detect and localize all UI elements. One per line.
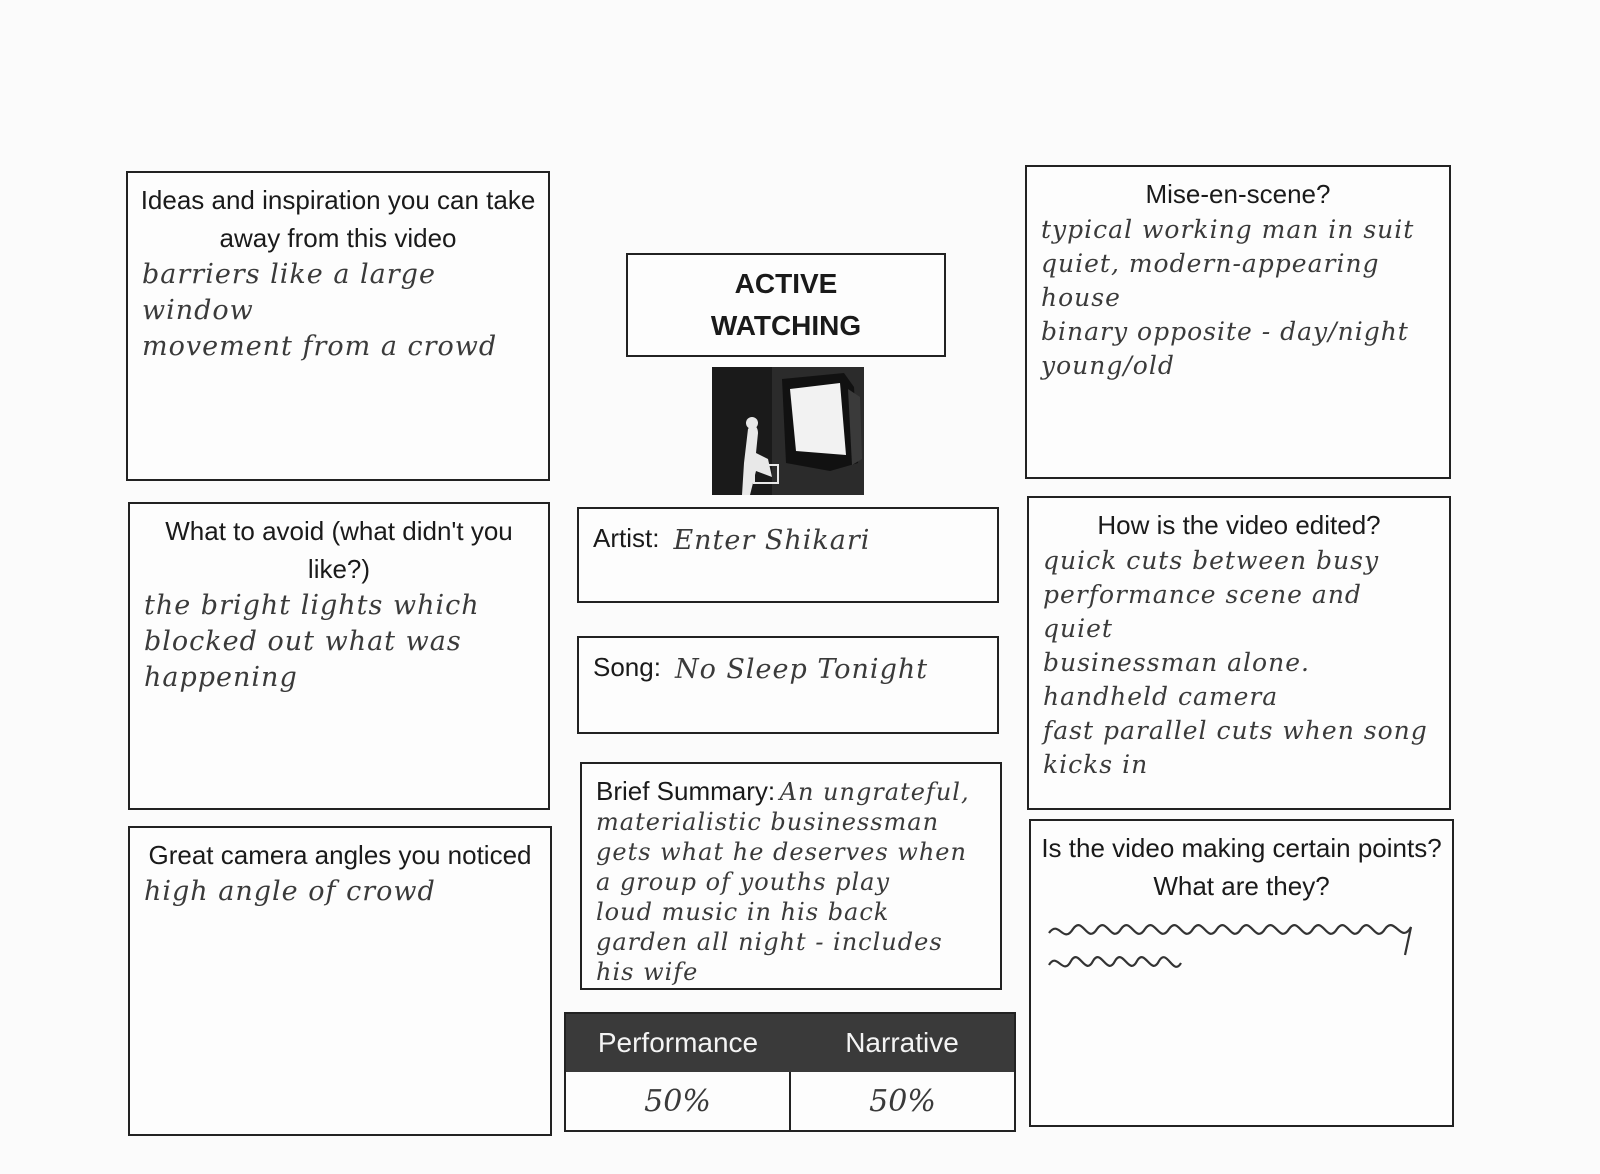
ratio-value-row (566, 1072, 1014, 1130)
camera-answer: high angle of crowd (144, 876, 436, 907)
summary-value: An ungrateful, materialistic businessman gets what he deserves when a group of youths play loud music in his back garden all night - includes his wife (596, 778, 970, 986)
edited-answer: quick cuts between busy performance scene and quiet businessman alone. handheld camera fast parallel cuts when song kicks in (1043, 546, 1428, 779)
crossed-out-scribble (1045, 915, 1425, 985)
song-box (577, 636, 999, 734)
title-line-1: ACTIVE (734, 268, 838, 299)
camera-box (128, 826, 552, 1136)
performance-value: 50% (566, 1072, 791, 1130)
television-image (712, 367, 864, 495)
points-heading: Is the video making certain points? What are they? (1041, 833, 1442, 901)
narrative-value: 50% (869, 1083, 936, 1119)
title-line-2: WATCHING (710, 310, 862, 341)
artist-value: Enter Shikari (673, 525, 871, 556)
points-box (1029, 819, 1454, 1127)
ideas-heading: Ideas and inspiration you can take away from this video (140, 185, 536, 253)
avoid-heading: What to avoid (what didn't you like?) (165, 516, 513, 584)
song-label: Song: (593, 652, 661, 682)
edited-box (1027, 496, 1451, 810)
ratio-header-row (566, 1014, 1014, 1072)
avoid-answer: the bright lights which blocked out what was happening (144, 590, 480, 693)
mise-answer: typical working man in suit quiet, modern-appearing house binary opposite - day/night young/old (1041, 215, 1415, 380)
performance-label: Performance (597, 1027, 759, 1058)
song-value: No Sleep Tonight (674, 654, 929, 685)
summary-box (580, 762, 1002, 990)
performance-narrative-table (564, 1012, 1016, 1132)
artist-label: Artist: (593, 523, 660, 553)
page-title (626, 253, 946, 357)
summary-label: Brief Summary: (596, 776, 776, 806)
narrative-label: Narrative (845, 1027, 959, 1058)
mise-heading: Mise-en-scene? (1145, 179, 1331, 209)
camera-heading: Great camera angles you noticed (148, 840, 532, 870)
edited-heading: How is the video edited? (1097, 510, 1381, 540)
ideas-box (126, 171, 550, 481)
ideas-answer: barriers like a large window movement from a crowd (142, 259, 498, 362)
artist-box (577, 507, 999, 603)
mise-box (1025, 165, 1451, 479)
avoid-box (128, 502, 550, 810)
